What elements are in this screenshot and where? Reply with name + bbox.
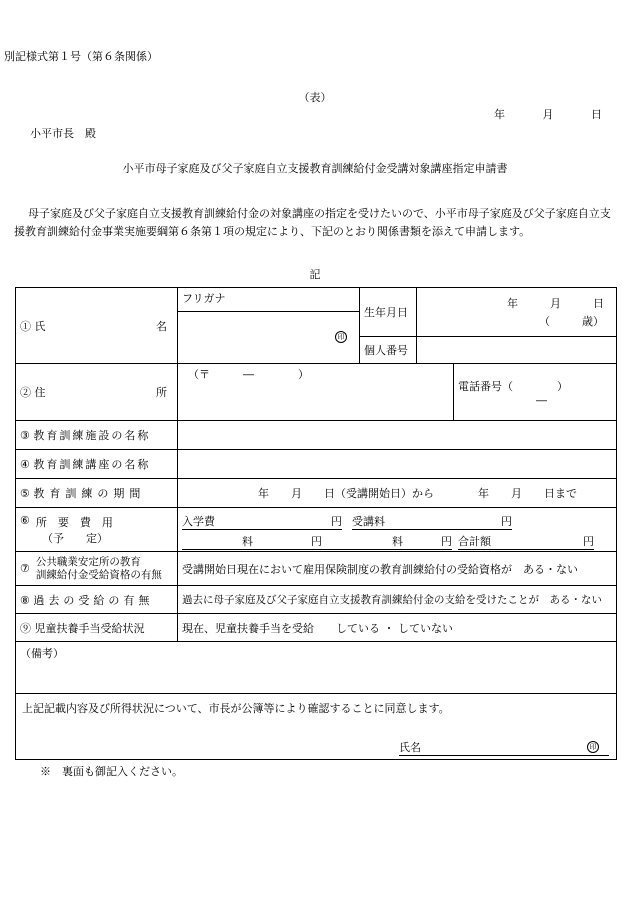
back-side-note: ※ 裏面も御記入ください。: [40, 765, 183, 778]
entrance-fee-yen: 円: [331, 514, 342, 528]
application-form-table: [15, 287, 617, 760]
phone-dash: ―: [536, 394, 547, 407]
id-number-field[interactable]: [417, 337, 617, 364]
facility-num: ③: [20, 429, 30, 442]
eligibility-num: ⑦: [20, 562, 30, 575]
phone-label: 電話番号（ ）: [458, 380, 568, 393]
birth-month: 月: [550, 297, 561, 310]
furigana-field[interactable]: [178, 288, 359, 312]
fee1-yen: 円: [311, 534, 322, 548]
cost-label-cell: [16, 508, 178, 552]
address-label-a: 住: [34, 386, 46, 399]
date-year: 年: [494, 108, 505, 121]
address-label-cell: [16, 364, 178, 421]
cost-num: ⑥: [20, 513, 30, 527]
eligibility-value: 受講開始日現在において雇用保険制度の教育訓練給付の受給資格が ある・ない: [182, 562, 578, 576]
total-label: 合計額: [458, 534, 491, 548]
name-label-b: 名: [156, 319, 167, 333]
date-day: 日: [591, 108, 602, 121]
fee1-label: 料: [242, 534, 253, 548]
birth-label: 生年月日: [364, 306, 408, 319]
course-num: ④: [20, 458, 30, 471]
name-input-cell[interactable]: [178, 288, 360, 364]
past-label-cell: [16, 586, 178, 614]
period-label-cell: [16, 479, 178, 508]
birth-year: 年: [507, 297, 518, 310]
form-title: 小平市母子家庭及び父子家庭自立支援教育訓練給付金受講対象講座指定申請書: [122, 162, 508, 175]
intro-text: 母子家庭及び父子家庭自立支援教育訓練給付金の対象講座の指定を受けたいので、小平市母子家庭及び父子家庭自立支援教育訓練給付金事業実施要綱第６条第１項の規定により、下記のとおり関係書類を添えて申請します。: [14, 207, 611, 238]
allowance-value: 現在、児童扶養手当を受給 している ・ していない: [182, 621, 453, 635]
address-num: ②: [20, 386, 31, 399]
furigana-label: フリガナ: [182, 292, 226, 305]
consent-block: [16, 694, 617, 760]
cost-label-b: （予 定）: [42, 531, 108, 545]
entrance-fee-label: 入学費: [182, 514, 215, 528]
allowance-num: ⑨: [20, 621, 31, 635]
date-month: 月: [542, 108, 554, 121]
name-label-a: 氏: [34, 319, 46, 333]
name-label-cell: [16, 288, 178, 364]
period-num: ⑤: [20, 487, 30, 500]
address-field[interactable]: [178, 364, 617, 421]
signature-label: 氏名: [399, 741, 421, 754]
fee2-yen: 円: [441, 534, 452, 548]
total-yen: 円: [583, 534, 594, 548]
allowance-field[interactable]: [178, 614, 617, 642]
fee2-label: 料: [392, 534, 403, 548]
course-label-cell: [16, 450, 178, 479]
addressee: 小平市長 殿: [30, 127, 96, 140]
past-value: 過去に母子家庭及び父子家庭自立支援教育訓練給付金の支給を受けたことが ある・ない: [182, 594, 602, 606]
birth-date-field[interactable]: [417, 288, 617, 337]
eligibility-label-cell: [16, 552, 178, 586]
postal-code: （〒 ― ）: [188, 368, 309, 381]
period-field[interactable]: [178, 479, 617, 508]
cost-field[interactable]: [178, 508, 617, 552]
name-field[interactable]: [178, 312, 359, 362]
form-number: 別記様式第１号（第６条関係）: [4, 50, 158, 63]
ki-heading: 記: [309, 268, 321, 281]
eligibility-field[interactable]: [178, 552, 617, 586]
remarks-label: （備考）: [20, 647, 64, 660]
eligibility-label-a: 公共職業安定所の教育: [35, 555, 141, 568]
course-field[interactable]: [178, 450, 617, 479]
allowance-label-cell: [16, 614, 178, 642]
facility-field[interactable]: [178, 421, 617, 450]
facility-label-cell: [16, 421, 178, 450]
tuition-label: 受講料: [352, 514, 385, 528]
side-label: （表）: [298, 91, 332, 104]
name-num: ①: [20, 319, 31, 333]
id-label: 個人番号: [364, 344, 408, 357]
birth-label-cell: [360, 288, 417, 337]
signature-line[interactable]: [399, 739, 609, 756]
remarks-field[interactable]: [16, 642, 617, 694]
allowance-label: 児童扶養手当受給状況: [34, 621, 145, 635]
address-label-b: 所: [156, 386, 167, 399]
cost-label-a: 所 要 費 用: [35, 515, 113, 529]
tuition-yen: 円: [501, 514, 512, 528]
course-label: 教育訓練講座の名称: [33, 458, 151, 471]
birth-day: 日: [593, 297, 604, 310]
signature-seal-icon: 印: [587, 741, 599, 753]
age-open: （: [539, 315, 550, 328]
past-label: 過去の受給の有無: [33, 593, 154, 607]
period-value: 年 月 日（受講開始日）から 年 月 日まで: [258, 487, 577, 500]
facility-label: 教育訓練施設の名称: [33, 429, 151, 442]
application-date: [494, 106, 602, 122]
consent-text: 上記記載内容及び所得状況について、市長が公簿等により確認することに同意します。: [22, 702, 450, 715]
past-num: ⑧: [20, 593, 30, 607]
id-label-cell: [360, 337, 417, 364]
seal-icon: 印: [335, 331, 347, 343]
past-field[interactable]: [178, 586, 617, 614]
period-label: 教育訓練の期間: [33, 487, 146, 500]
age-close: 歳）: [582, 315, 604, 328]
eligibility-label-b: 訓練給付金受給資格の有無: [35, 568, 162, 581]
phone-field[interactable]: [454, 364, 616, 420]
